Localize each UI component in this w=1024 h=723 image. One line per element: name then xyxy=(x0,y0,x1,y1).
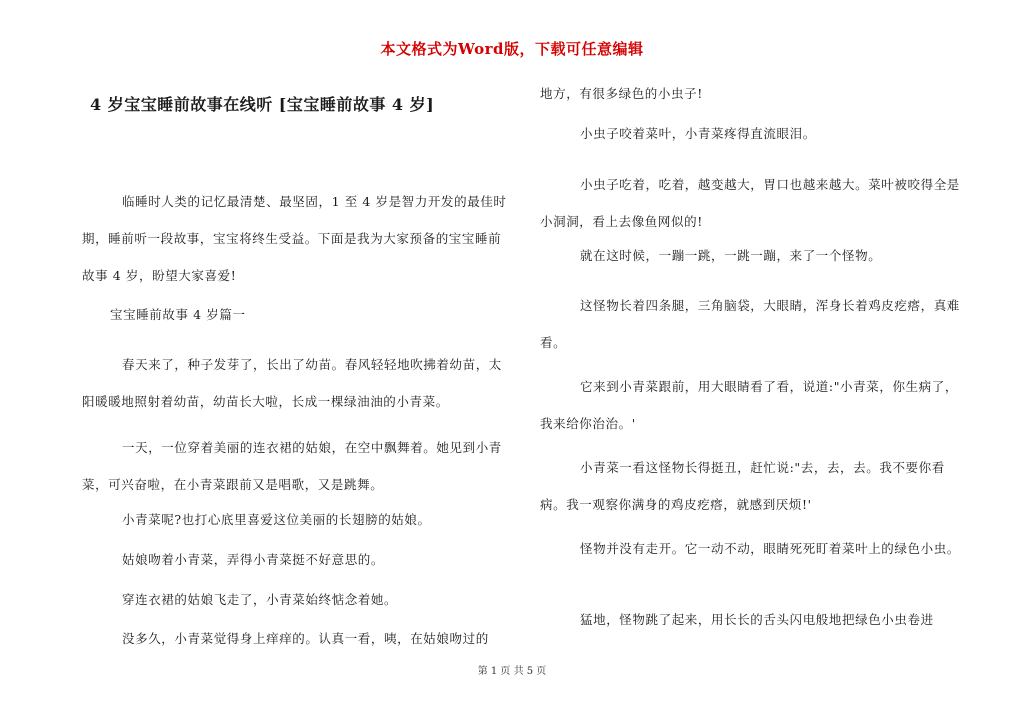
paragraph: 就在这时候，一蹦一跳，一跳一蹦，来了一个怪物。 xyxy=(580,248,882,263)
paragraph: 这怪物长着四条腿，三角脑袋，大眼睛，浑身长着鸡皮疙瘩，真难看。 xyxy=(540,298,960,350)
document-title: 4 岁宝宝睡前故事在线听 [宝宝睡前故事 4 岁] xyxy=(90,95,435,114)
right-column xyxy=(540,0,965,723)
paragraph: 地方，有很多绿色的小虫子! xyxy=(540,86,703,101)
paragraph: 穿连衣裙的姑娘飞走了，小青菜始终惦念着她。 xyxy=(122,592,398,607)
paragraph: 一天，一位穿着美丽的连衣裙的姑娘，在空中飘舞着。她见到小青菜，可兴奋啦，在小青菜跟前又是唱歌，又是跳舞。 xyxy=(82,440,502,492)
paragraph: 没多久，小青菜觉得身上痒痒的。认真一看，咦，在姑娘吻过的 xyxy=(122,631,489,646)
paragraph: 猛地，怪物跳了起来，用长长的舌头闪电般地把绿色小虫卷进 xyxy=(580,612,934,627)
paragraph: 小虫子咬着菜叶，小青菜疼得直流眼泪。 xyxy=(580,126,816,141)
paragraph: 临睡时人类的记忆最清楚、最坚固，1 至 4 岁是智力开发的最佳时期，睡前听一段故事，宝宝将终生受益。下面是我为大家预备的宝宝睡前故事 4 岁，盼望大家喜爱! xyxy=(82,194,507,283)
paragraph: 小虫子吃着，吃着，越变越大，胃口也越来越大。菜叶被咬得全是小洞洞，看上去像鱼网似的! xyxy=(540,177,960,229)
paragraph: 它来到小青菜跟前，用大眼睛看了看，说道:"小青菜，你生病了，我来给你治治。' xyxy=(540,379,958,431)
download-banner: 本文格式为Word版，下载可任意编辑 xyxy=(380,40,644,58)
left-column xyxy=(82,0,507,723)
paragraph: 姑娘吻着小青菜，弄得小青菜挺不好意思的。 xyxy=(122,552,385,567)
page-number: 第 1 页 共 5 页 xyxy=(477,666,547,677)
paragraph: 小青菜呢?也打心底里喜爱这位美丽的长翅膀的姑娘。 xyxy=(122,512,431,527)
paragraph: 怪物并没有走开。它一动不动，眼睛死死盯着菜叶上的绿色小虫。 xyxy=(580,541,960,556)
section-heading: 宝宝睡前故事 4 岁篇一 xyxy=(110,307,246,322)
paragraph: 小青菜一看这怪物长得挺丑，赶忙说:"去，去，去。我不要你看病。我一观察你满身的鸡皮疙瘩，就感到厌烦!' xyxy=(540,460,945,512)
paragraph: 春天来了，种子发芽了，长出了幼苗。春风轻轻地吹拂着幼苗，太阳暖暖地照射着幼苗，幼苗长大啦，长成一棵绿油油的小青菜。 xyxy=(82,357,502,409)
